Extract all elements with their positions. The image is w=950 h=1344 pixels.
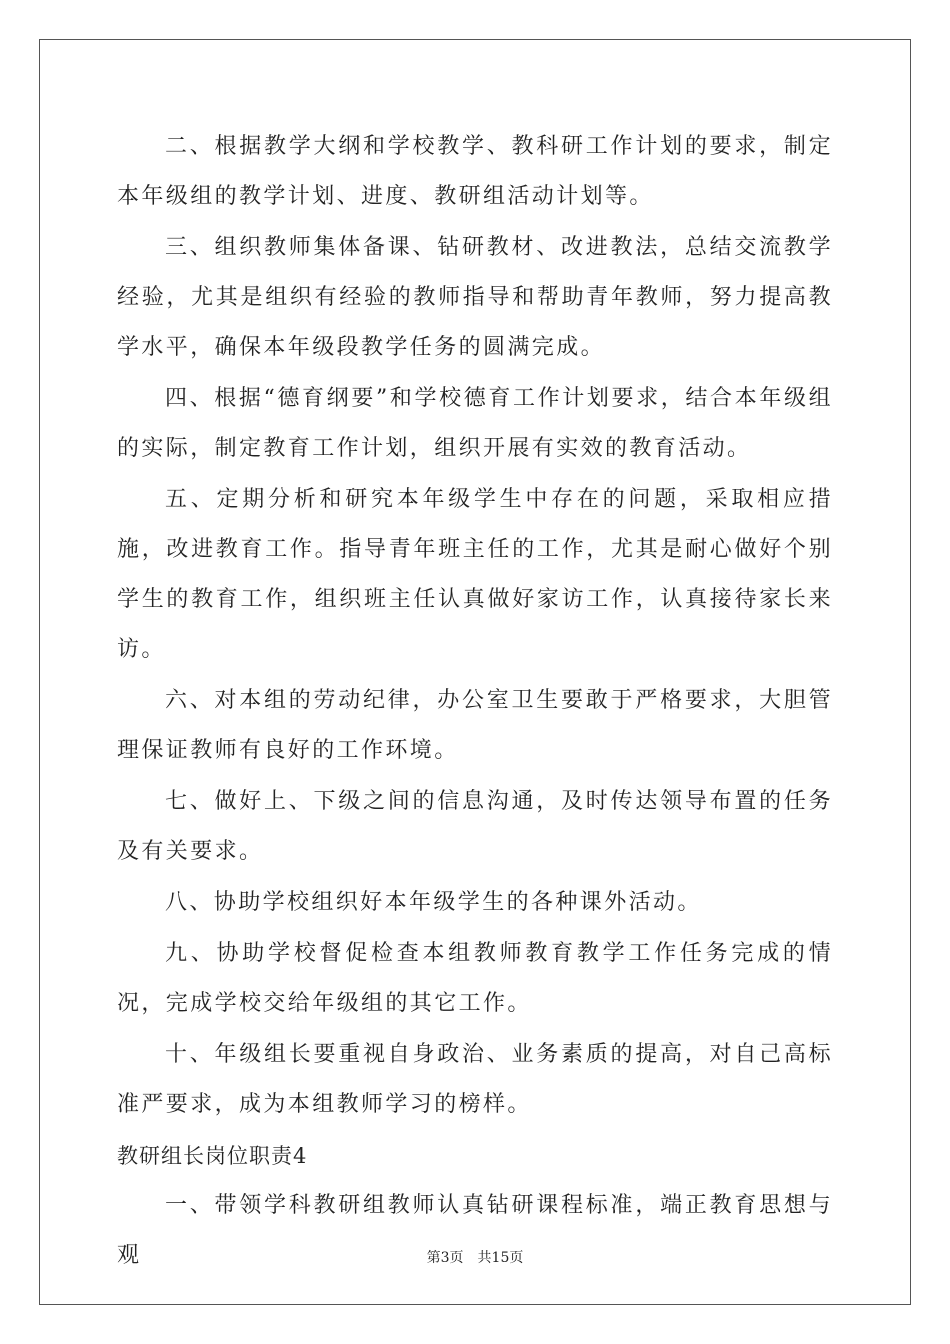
paragraph: 七、做好上、下级之间的信息沟通，及时传达领导布置的任务及有关要求。: [117, 789, 833, 864]
document-body: [117, 122, 833, 1282]
paragraph: 三、组织教师集体备课、钻研教材、改进教法，总结交流教学经验，尤其是组织有经验的教师指导和帮助青年教师，努力提高教学水平，确保本年级段教学任务的圆满完成。: [117, 235, 833, 360]
section-heading: 教研组长岗位职责4: [117, 1144, 308, 1168]
paragraph: 一、带领学科教研组教师认真钻研课程标准，端正教育思想与观: [117, 1193, 833, 1268]
page-number: 第3页: [426, 1250, 464, 1266]
paragraph: 四、根据“德育纲要”和学校德育工作计划要求，结合本年级组的实际，制定教育工作计划，组织开展有实效的教育活动。: [117, 386, 833, 461]
page-total: 共15页: [477, 1250, 524, 1266]
paragraph: 八、协助学校组织好本年级学生的各种课外活动。: [165, 890, 702, 915]
paragraph: 九、协助学校督促检查本组教师教育教学工作任务完成的情况，完成学校交给年级组的其它工作。: [117, 941, 833, 1016]
page-footer: [0, 1247, 950, 1267]
paragraph: 六、对本组的劳动纪律，办公室卫生要敢于严格要求，大胆管理保证教师有良好的工作环境。: [117, 688, 833, 763]
paragraph: 二、根据教学大纲和学校教学、教科研工作计划的要求，制定本年级组的教学计划、进度、教研组活动计划等。: [117, 134, 833, 209]
paragraph: 五、定期分析和研究本年级学生中存在的问题，采取相应措施，改进教育工作。指导青年班主任的工作，尤其是耐心做好个别学生的教育工作，组织班主任认真做好家访工作，认真接待家长来访。: [117, 487, 833, 662]
paragraph: 十、年级组长要重视自身政治、业务素质的提高，对自己高标准严要求，成为本组教师学习的榜样。: [117, 1042, 833, 1117]
